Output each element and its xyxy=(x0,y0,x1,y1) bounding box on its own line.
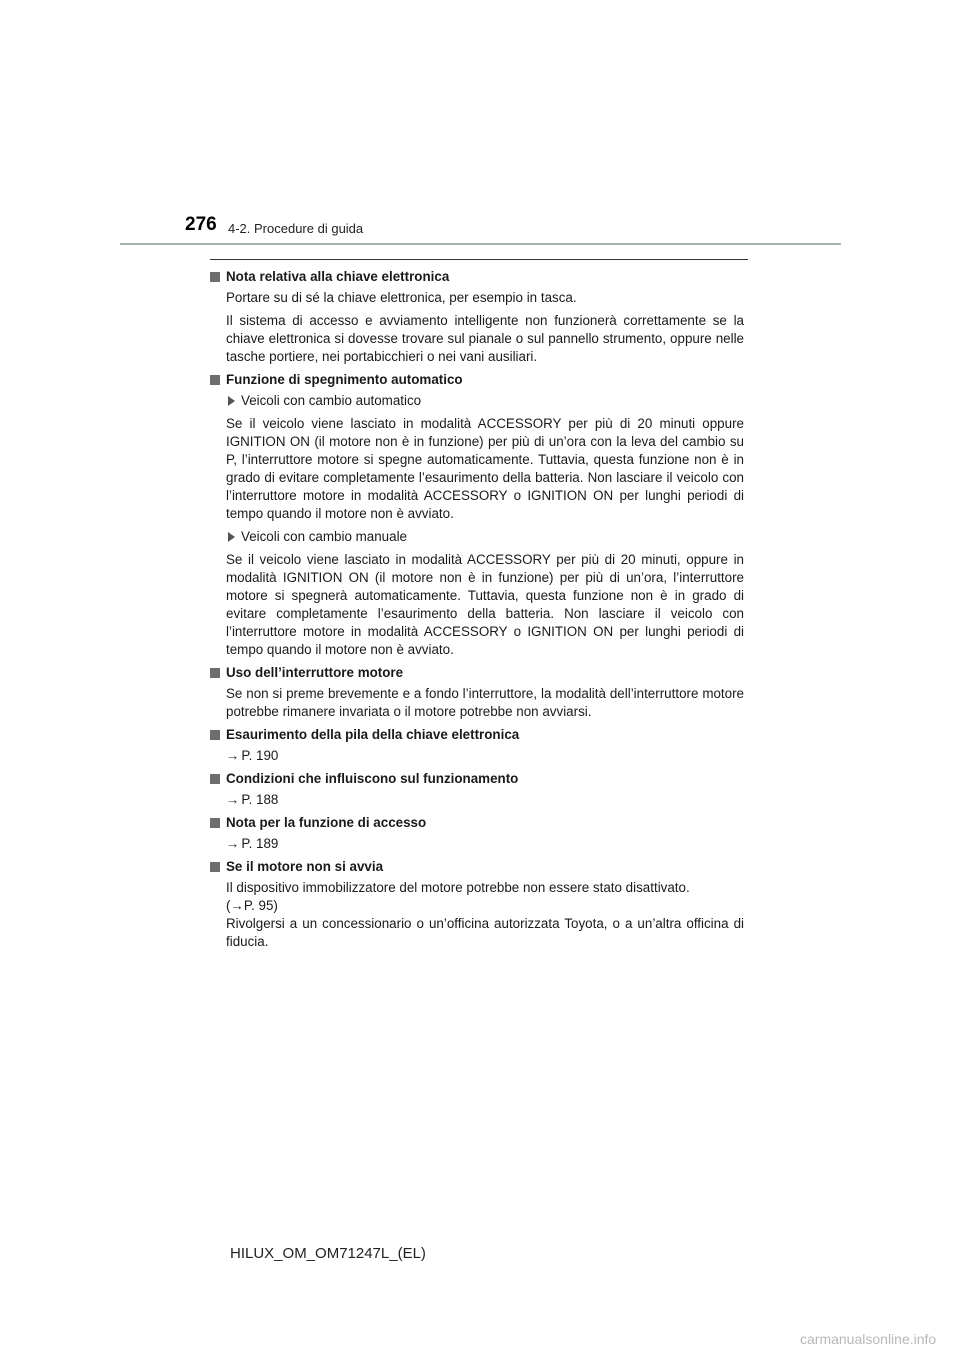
document-code: HILUX_OM_OM71247L_(EL) xyxy=(230,1245,426,1262)
content-divider xyxy=(210,259,748,260)
square-bullet-icon xyxy=(210,668,220,678)
square-bullet-icon xyxy=(210,730,220,740)
section-auto-shutoff xyxy=(209,371,744,659)
section-key-battery xyxy=(209,726,744,765)
subheading-manual: Veicoli con cambio manuale xyxy=(241,529,407,544)
section-electronic-key-note xyxy=(209,268,744,366)
section-engine-switch-use xyxy=(209,664,744,721)
paragraph: Se il veicolo viene lasciato in modalità ACCESSORY per più di 20 minuti oppure IGNITION ON (il motore non è in funzione) per più di un’ora con la leva del cambio su P, l’interruttore motore si spegne automaticamente. Tuttavia, questa funzione non è in grado di evitare completamente l’esaurimento della batteria. Non lasciare il veicolo con l’interruttore motore in modalità ACCESSORY o IGNITION ON per lunghi periodi di tempo quando il motore non è avviato. xyxy=(226,416,744,521)
watermark: carmanualsonline.info xyxy=(800,1331,937,1347)
section-heading: Nota per la funzione di accesso xyxy=(226,815,427,830)
subheading-automatic: Veicoli con cambio automatico xyxy=(241,393,422,408)
triangle-bullet-icon xyxy=(228,532,235,542)
page-reference[interactable]: (→P. 95) xyxy=(226,898,278,913)
section-heading: Se il motore non si avvia xyxy=(226,859,384,874)
section-heading: Esaurimento della pila della chiave elettronica xyxy=(226,727,520,742)
section-heading: Uso dell’interruttore motore xyxy=(226,665,404,680)
section-heading: Condizioni che influiscono sul funzionamento xyxy=(226,771,519,786)
paragraph-line: Il dispositivo immobilizzatore del motore potrebbe non essere stato disattivato. xyxy=(226,880,690,895)
square-bullet-icon xyxy=(210,862,220,872)
section-engine-not-starting xyxy=(209,858,744,951)
arrow-right-icon: → xyxy=(226,836,240,851)
square-bullet-icon xyxy=(210,375,220,385)
page-reference[interactable]: P. 188 xyxy=(241,792,279,807)
square-bullet-icon xyxy=(210,272,220,282)
paragraph: Se il veicolo viene lasciato in modalità ACCESSORY per più di 20 minuti, oppure in modalità IGNITION ON (il motore non è in funzione) per più di un’ora, l’interruttore motore si spegnerà automaticamente. Tuttavia, questa funzione non è in grado di evitare completamente l’esaurimento della batteria. Non lasciare il veicolo con l’interruttore motore in modalità ACCESSORY o IGNITION ON per lunghi periodi di tempo quando il motore non è avviato. xyxy=(226,552,744,657)
square-bullet-icon xyxy=(210,774,220,784)
page-number: 276 xyxy=(185,214,217,235)
section-heading: Nota relativa alla chiave elettronica xyxy=(226,269,450,284)
square-bullet-icon xyxy=(210,818,220,828)
page-reference[interactable]: P. 190 xyxy=(241,748,279,763)
section-operating-conditions xyxy=(209,770,744,809)
paragraph: Se non si preme brevemente e a fondo l’interruttore, la modalità dell’interruttore motore potrebbe rimanere invariata o il motore potrebbe non avviarsi. xyxy=(226,686,744,719)
page-reference[interactable]: P. 189 xyxy=(241,836,279,851)
paragraph: Portare su di sé la chiave elettronica, per esempio in tasca. xyxy=(226,290,577,305)
arrow-right-icon: → xyxy=(226,792,240,807)
paragraph: Il sistema di accesso e avviamento intelligente non funzionerà correttamente se la chiave elettronica si dovesse trovare sul pianale o sul pannello strumento, oppure nelle tasche portiere, nei portabicchieri o nei vani ausiliari. xyxy=(226,313,744,364)
paragraph-line: Rivolgersi a un concessionario o un’officina autorizzata Toyota, o a un’altra officina di fiducia. xyxy=(226,916,744,949)
section-entry-function xyxy=(209,814,744,853)
section-heading: Funzione di spegnimento automatico xyxy=(226,372,463,387)
triangle-bullet-icon xyxy=(228,396,235,406)
section-title: 4-2. Procedure di guida xyxy=(228,221,364,236)
page-content xyxy=(209,268,744,956)
header-divider xyxy=(120,243,841,245)
arrow-right-icon: → xyxy=(226,748,240,763)
